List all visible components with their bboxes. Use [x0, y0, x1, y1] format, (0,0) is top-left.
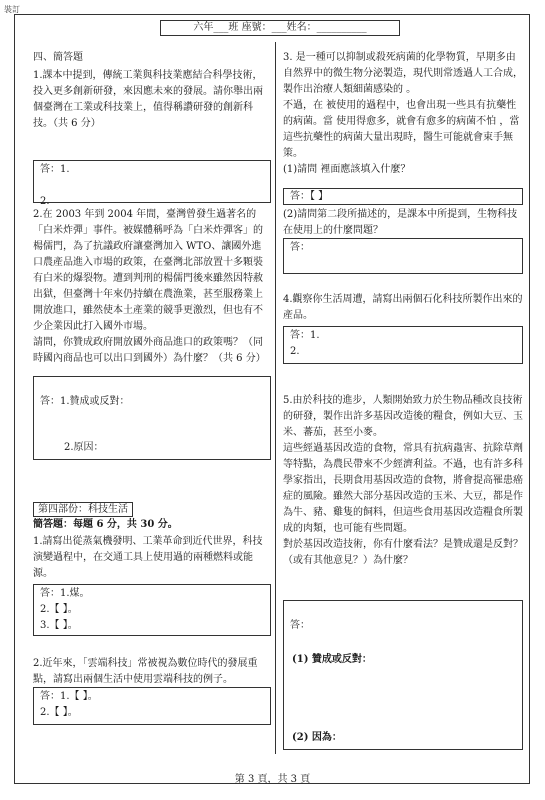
question-6-answer-box[interactable]: 答：1. 2.: [283, 326, 523, 364]
part-4-subtitle: 簡答題：每題 6 分，共 30 分。: [33, 519, 178, 530]
question-5-1-answer-box[interactable]: 答：【 】: [283, 188, 523, 205]
question-7-answer-box[interactable]: [283, 600, 523, 750]
question-1-answer-box[interactable]: 答：1. 2.: [33, 160, 271, 203]
question-7-answer-reason: (2) 因為：: [292, 732, 342, 743]
student-info-header: 六年___班 座號：___姓名：__________: [160, 20, 400, 36]
question-4-answer-box[interactable]: 答：1.【 】。 2.【 】。: [33, 687, 271, 725]
page-number: 第 3 頁，共 3 頁: [234, 774, 311, 785]
question-3-text: 1.請寫出從蒸氣機發明、工業革命到近代世界，科技演變過程中，在交通工具上使用過的兩種燃料或能源。: [33, 536, 263, 579]
question-7-text: 5.由於科技的進步，人類開始致力於生物品種改良技術的研發，製作出許多基因改造後的糧食，例如大豆、玉米、蕃茄，甚至小麥。 這些經過基因改造的食物，常具有抗病蟲害、抗除草劑等特點，為農民帶來不少經濟利益。不過，也有許多科學家指出，長期食用基因改造的食物，將會提高罹患癌症的風險。雖然大部分基因改造的玉米、大豆，都是作為牛、豬、雞隻的飼料，但這些食用基因改造糧食所製成的肉類，也可能有些問題。 對於基因改造技術，你有什麼看法？是贊成還是反對？（或有其他意見？）為什麼？: [283, 395, 523, 566]
question-5-2-text: (2)請問第二段所描述的，是課本中所提到，生物科技在使用上的什麼問題？: [283, 209, 518, 236]
section-title: 四、簡答題: [33, 52, 83, 63]
question-1-text: 1.課本中提到，傳統工業與科技業應結合科學技術，投入更多創新研發，來因應未來的發展。請你舉出兩個臺灣在工業或科技業上，值得稱讚研發的創新科技。（共 6 分）: [33, 70, 263, 129]
question-2-text: 2.在 2003 年到 2004 年間，臺灣曾發生過著名的「白米炸彈」事件。被媒體稱呼為「白米炸彈客」的楊儒門，為了抗議政府讓臺灣加入 WTO、讓國外進口農產品進入市場的政策，在臺灣北部放置十多顆裝有白米的爆裂物。遭到判刑的楊儒門後來雖然因特赦出獄，但臺灣十年來仍持續在農漁業，甚至服務業上開放進口，雖然使本土產業的競爭更激烈，但也有不少企業因此打入國外市場。 請問，你贊成政府開放國外商品進口的政策嗎？（同時國內商品也可以出口到國外）為什麼？（共 6 分）: [33, 209, 266, 364]
part-4-tag: 第四部份：科技生活: [33, 502, 133, 517]
question-7-answer-head: 答：: [290, 620, 310, 631]
question-5-2-answer-box[interactable]: 答：: [283, 238, 523, 274]
question-2-answer-box[interactable]: [33, 376, 271, 460]
column-divider: [275, 42, 276, 754]
question-5-text: 3. 是一種可以抑制或殺死病菌的化學物質，早期多由自然界中的微生物分泌製造，現代則常透過人工合成，製作出治療人類細菌感染的 。 不過，在 被使用的過程中，也會出現一些具有抗藥性的病菌。當 使用得愈多，就會有愈多的病菌不怕 ，當這些抗藥性的病菌大量出現時，醫生可能就會束手無策。 (1)請問 裡面應該填入什麼？: [283, 52, 523, 175]
binding-mark: 裝訂: [4, 5, 20, 14]
question-2-answer-stance: 答：1.贊成或反對：: [40, 396, 130, 407]
question-6-text: 4.觀察你生活周遭，請寫出兩個石化科技所製作出來的產品。: [283, 294, 523, 321]
question-7-answer-stance: (1) 贊成或反對：: [292, 654, 372, 665]
question-2-answer-reason: 2.原因：: [64, 442, 104, 453]
question-3-answer-box[interactable]: 答：1.煤。 2.【 】。 3.【 】。: [33, 584, 271, 636]
question-4-text: 2.近年來，「雲端科技」常被視為數位時代的發展重點，請寫出兩個生活中使用雲端科技的例子。: [33, 658, 258, 685]
